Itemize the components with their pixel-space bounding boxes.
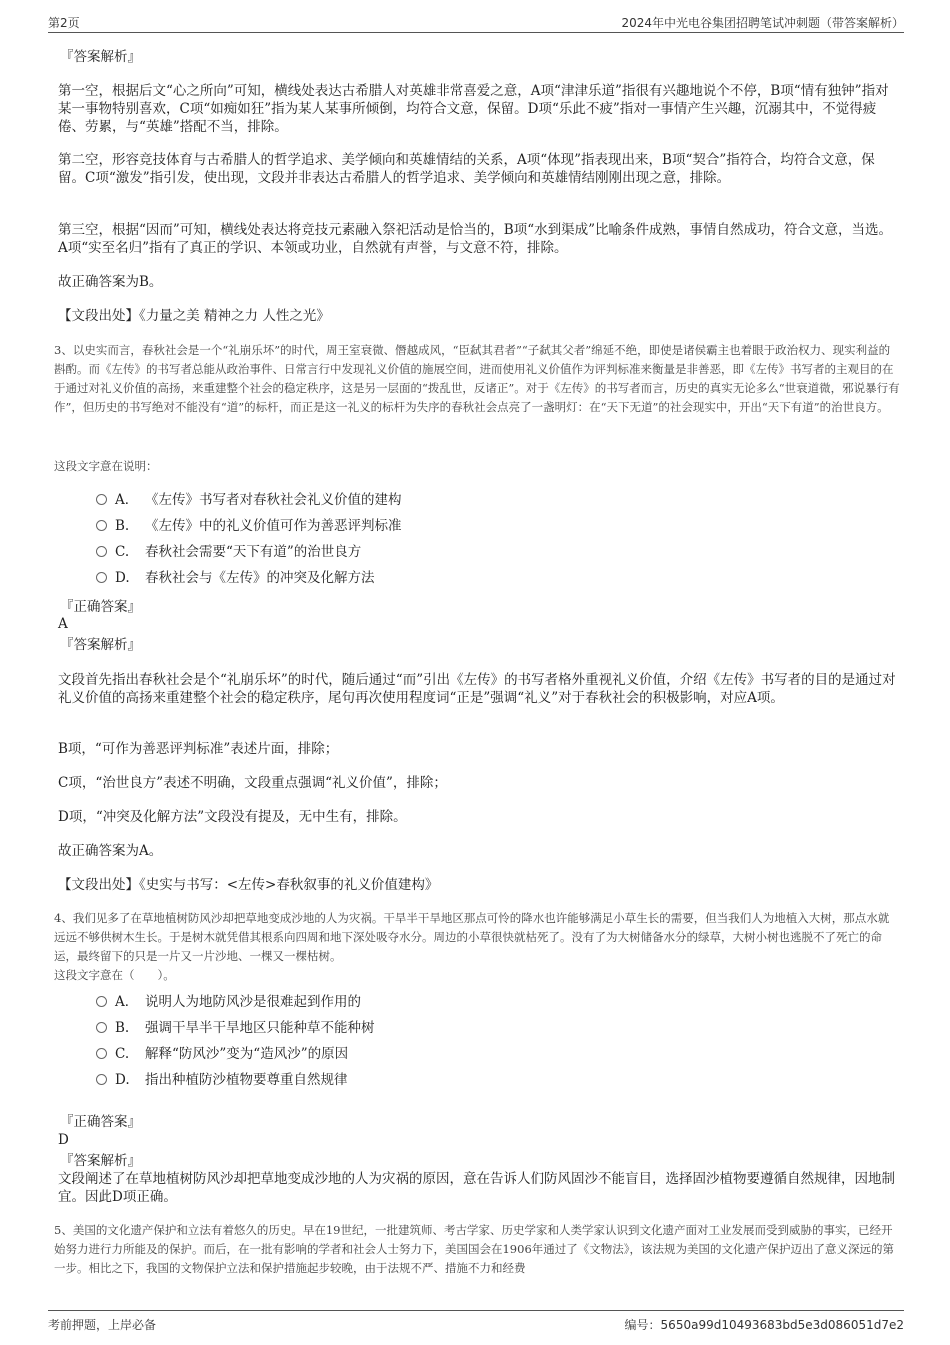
q3-conclusion: 故正确答案为A。 (58, 843, 163, 859)
option-letter: A． (115, 994, 139, 1010)
q3-analysis-p3: C项，“治世良方”表述不明确，文段重点强调“礼义价值”，排除； (58, 775, 447, 791)
radio-icon[interactable] (96, 572, 107, 583)
q3-answer: A (58, 616, 68, 632)
document-title: 2024年中光电谷集团招聘笔试冲刺题（带答案解析） (621, 16, 904, 30)
radio-icon[interactable] (96, 1074, 107, 1085)
option-text: 解释“防风沙”变为“造风沙”的原因 (145, 1046, 349, 1062)
option-text: 说明人为地防风沙是很难起到作用的 (145, 994, 361, 1010)
q2-analysis-p1: 第一空，根据后文“心之所向”可知，横线处表达古希腊人对英雄非常喜爱之意，A项“津津乐道”指很有兴趣地说个不停，B项“情有独钟”指对某一事物特别喜欢，C项“如痴如狂”指为某人某事所倾倒，均符合文意，保留。D项“乐此不疲”指对一事情产生兴趣，沉溺其中，不觉得疲倦、劳累，与“英雄”搭配不当，排除。 (58, 83, 889, 135)
q2-source: 【文段出处】《力量之美 精神之力 人性之光》 (58, 308, 330, 324)
q4-answer-label: 『正确答案』 (60, 1114, 141, 1130)
q3-prompt: 这段文字意在说明： (54, 459, 158, 473)
q3-analysis-p2: B项，“可作为善恶评判标准”表述片面，排除； (58, 741, 339, 757)
page-header (48, 12, 904, 33)
option-letter: D. (115, 1072, 130, 1088)
q2-analysis-label: 『答案解析』 (60, 49, 141, 65)
q3-option-a[interactable] (96, 491, 402, 509)
q4-option-b[interactable] (96, 1019, 375, 1037)
option-text: 春秋社会需要“天下有道”的治世良方 (145, 544, 362, 560)
radio-icon[interactable] (96, 996, 107, 1007)
page-footer (48, 1310, 904, 1333)
q4-prompt: 这段文字意在（ ）。 (54, 968, 175, 982)
q3-option-c[interactable] (96, 543, 361, 561)
option-text: 春秋社会与《左传》的冲突及化解方法 (145, 570, 375, 586)
option-letter: C. (115, 544, 130, 560)
q4-option-a[interactable] (96, 993, 361, 1011)
option-letter: D. (115, 570, 130, 586)
q3-analysis-label: 『答案解析』 (60, 637, 141, 653)
footer-slogan: 考前押题，上岸必备 (48, 1318, 157, 1332)
q2-analysis-p3: 第三空，根据“因而”可知，横线处表达将竞技元素融入祭祀活动是恰当的，B项“水到渠成”比喻条件成熟，事情自然成功，符合文意，当选。A项“实至名归”指有了真正的学识、本领或功业，自然就有声誉，与文意不符，排除。 (58, 222, 893, 256)
q3-analysis-p1: 文段首先指出春秋社会是个“礼崩乐坏”的时代，随后通过“而”引出《左传》的书写者格外重视礼义价值，介绍《左传》书写者的目的是通过对礼义价值的高扬来重建整个社会的稳定秩序，尾句再次使用程度词“正是”强调“礼义”对于春秋社会的积极影响，对应A项。 (58, 672, 896, 706)
q3-option-d[interactable] (96, 569, 375, 587)
q4-analysis-p1: 文段阐述了在草地植树防风沙却把草地变成沙地的人为灾祸的原因，意在告诉人们防风固沙不能盲目，选择固沙植物要遵循自然规律，因地制宜。因此D项正确。 (58, 1171, 895, 1205)
q5-stem: 5、美国的文化遗产保护和立法有着悠久的历史。早在19世纪，一批建筑师、考古学家、历史学家和人类学家认识到文化遗产面对工业发展而受到威胁的事实，已经开始努力进行力所能及的保护。而后，在一批有影响的学者和社会人士努力下，美国国会在1906年通过了《文物法》，该法规为美国的文化遗产保护迈出了意义深远的第一步。相比之下，我国的文物保护立法和保护措施起步较晚，由于法规不严、措施不力和经费 (54, 1223, 895, 1275)
q4-answer: D (58, 1132, 69, 1148)
option-letter: B. (115, 518, 130, 534)
radio-icon[interactable] (96, 520, 107, 531)
q3-answer-label: 『正确答案』 (60, 599, 141, 615)
q3-option-b[interactable] (96, 517, 402, 535)
document-code: 编号：5650a99d10493683bd5e3d086051d7e2 (624, 1318, 904, 1332)
q4-option-c[interactable] (96, 1045, 348, 1063)
option-text: 《左传》中的礼义价值可作为善恶评判标准 (145, 518, 402, 534)
q3-source: 【文段出处】《史实与书写：<左传>春秋叙事的礼义价值建构》 (58, 877, 439, 893)
radio-icon[interactable] (96, 494, 107, 505)
q3-analysis-p4: D项，“冲突及化解方法”文段没有提及，无中生有，排除。 (58, 809, 407, 825)
q4-stem: 4、我们见多了在草地植树防风沙却把草地变成沙地的人为灾祸。干旱半干旱地区那点可怜的降水也许能够满足小草生长的需要，但当我们人为地植入大树，那点水就远远不够供树木生长。于是树木就凭借其根系向四周和地下深处吸夺水分。周边的小草很快就枯死了。没有了为大树储备水分的绿草，大树小树也逃脱不了死亡的命运，最终留下的只是一片又一片沙地、一棵又一棵枯树。 (54, 911, 890, 963)
page-number: 第2页 (48, 16, 80, 30)
radio-icon[interactable] (96, 1048, 107, 1059)
option-letter: C. (115, 1046, 130, 1062)
radio-icon[interactable] (96, 1022, 107, 1033)
q3-stem: 3、以史实而言，春秋社会是一个“礼崩乐坏”的时代，周王室衰微、僭越成风，“臣弑其君者”“子弑其父者”绵延不绝，即使是诸侯霸主也着眼于政治权力、现实利益的斟酌。而《左传》的书写者总能从政治事件、日常言行中发现礼义价值的施展空间，进而使用礼义价值作为评判标准来衡量是非善恶，即《左传》书写者的主观目的在于通过对礼义价值的高扬，来重建整个社会的稳定秩序，这是另一层面的“拨乱世，反诸正”。对于《左传》的书写者而言，历史的真实无论多么“世衰道微，邪说暴行有作”，但历史的书写绝对不能没有“道”的标杆，而正是这一礼义的标杆为失序的春秋社会点亮了一盏明灯：在“天下无道”的社会现实中，开出“天下有道”的治世良方。 (54, 343, 900, 414)
option-text: 指出种植防沙植物要尊重自然规律 (145, 1072, 348, 1088)
radio-icon[interactable] (96, 546, 107, 557)
option-letter: A． (115, 492, 139, 508)
q2-analysis-p2: 第二空，形容竞技体育与古希腊人的哲学追求、美学倾向和英雄情结的关系，A项“体现”指表现出来，B项“契合”指符合，均符合文意，保留。C项“激发”指引发，使出现，文段并非表达古希腊人的哲学追求、美学倾向和英雄情结刚刚出现之意，排除。 (58, 152, 875, 186)
q4-analysis-label: 『答案解析』 (60, 1153, 141, 1169)
q4-option-d[interactable] (96, 1071, 348, 1089)
option-text: 强调干旱半干旱地区只能种草不能种树 (145, 1020, 375, 1036)
option-letter: B. (115, 1020, 130, 1036)
q2-conclusion: 故正确答案为B。 (58, 274, 163, 290)
option-text: 《左传》书写者对春秋社会礼义价值的建构 (145, 492, 402, 508)
